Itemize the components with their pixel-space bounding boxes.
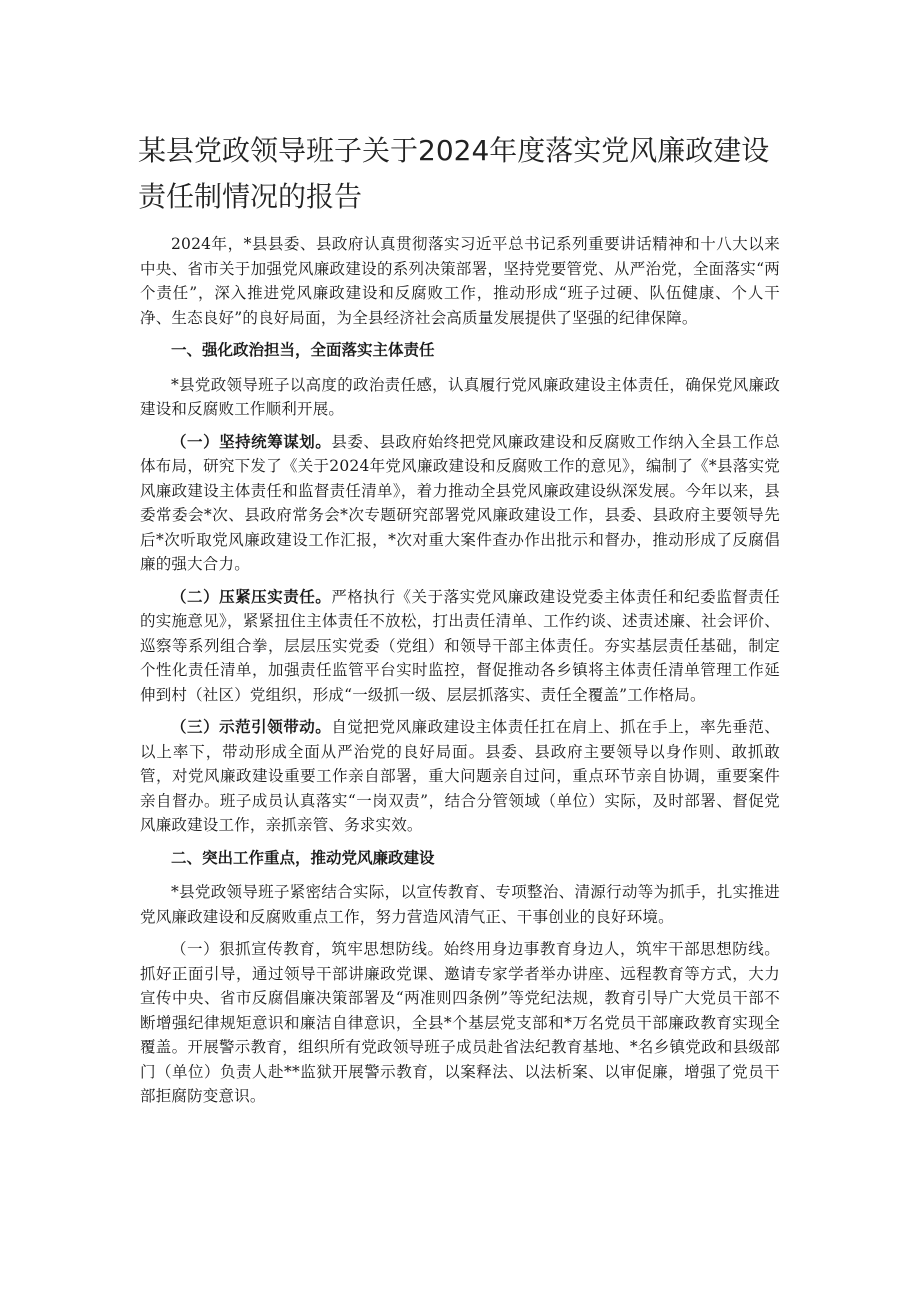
section-1-item-1 [140, 430, 780, 577]
intro-paragraph: 2024年，*县县委、县政府认真贯彻落实习近平总书记系列重要讲话精神和十八大以来中央、省市关于加强党风廉政建设的系列决策部署，坚持党要管党、从严治党，全面落实“两个责任”，深入推进党风廉政建设和反腐败工作，推动形成“班子过硬、队伍健康、个人干净、生态良好”的良好局面，为全县经济社会高质量发展提供了坚强的纪律保障。 [140, 235, 780, 327]
section-1-item-2-text: 严格执行《关于落实党风廉政建设党委主体责任和纪委监督责任的实施意见》，紧紧扭住主体责任不放松，打出责任清单、工作约谈、述责述廉、社会评价、巡察等系列组合拳，层层压实党委（党组）和领导干部主体责任。夯实基层责任基础，制定个性化责任清单，加强责任监管平台实时监控，督促推动各乡镇将主体责任清单管理工作延伸到村（社区）党组织，形成“一级抓一级、层层抓落实、责任全覆盖”工作格局。 [140, 587, 780, 704]
section-2-item-1-label: （一）狠抓宣传教育，筑牢思想防线。 [171, 940, 444, 958]
title-line-2: 责任制情况的报告 [138, 180, 363, 213]
document-body [140, 232, 780, 1117]
section-1-item-3-label: （三）示范引领带动。 [171, 718, 332, 736]
section-2-item-1-text: 始终用身边事教育身边人，筑牢干部思想防线。抓好正面引导，通过领导干部讲廉政党课、邀请专家学者举办讲座、远程教育等方式，大力宣传中央、省市反腐倡廉决策部署及“两准则四条例”等党纪法规，教育引导广大党员干部不断增强纪律规矩意识和廉洁自律意识，全县*个基层党支部和*万名党员干部廉政教育实现全覆盖。开展警示教育，组织所有党政领导班子成员赴省法纪教育基地、*名乡镇党政和县级部门（单位）负责人赴**监狱开展警示教育，以案释法、以法析案、以审促廉，增强了党员干部拒腐防变意识。 [140, 940, 781, 1105]
title-line-1: 某县党政领导班子关于2024年度落实党风廉政建设 [138, 134, 770, 167]
section-1-lead: *县党政领导班子以高度的政治责任感，认真履行党风廉政建设主体责任，确保党风廉政建设和反腐败工作顺利开展。 [140, 375, 780, 418]
section-1-item-1-label: （一）坚持统筹谋划。 [171, 432, 332, 451]
section-1-item-3-text: 自觉把党风廉政建设主体责任扛在肩上、抓在手上，率先垂范、以上率下，带动形成全面从严治党的良好局面。县委、县政府主要领导以身作则、敢抓敢管，对党风廉政建设重要工作亲自部署，重大问题亲自过问，重点环节亲自协调，重要案件亲自督办。班子成员认真落实“一岗双责”，结合分管领域（单位）实际，及时部署、督促党风廉政建设工作，亲抓亲管、务求实效。 [140, 718, 780, 834]
section-2-item-1 [140, 937, 780, 1109]
section-1-item-1-text: 县委、县政府始终把党风廉政建设和反腐败工作纳入全县工作总体布局，研究下发了《关于2024年党风廉政建设和反腐败工作的意见》，编制了《*县落实党风廉政建设主体责任和监督责任清单》，着力推动全县党风廉政建设纵深发展。今年以来，县委常委会*次、县政府常务会*次专题研究部署党风廉政建设工作，县委、县政府主要领导先后*次听取党风廉政建设工作汇报，*次对重大案件查办作出批示和督办，推动形成了反腐倡廉的强大合力。 [140, 432, 780, 573]
document-title [138, 128, 798, 220]
section-2-heading: 二、突出工作重点，推动党风廉政建设 [171, 848, 435, 867]
section-1-item-3 [140, 715, 780, 838]
section-1-heading: 一、强化政治担当，全面落实主体责任 [171, 341, 435, 359]
section-1-item-2 [140, 585, 780, 708]
section-2-lead: *县党政领导班子紧密结合实际，以宣传教育、专项整治、清源行动等为抓手，扎实推进党风廉政建设和反腐败重点工作，努力营造风清气正、干事创业的良好环境。 [140, 883, 780, 926]
section-1-item-2-label: （二）压紧压实责任。 [171, 587, 332, 606]
